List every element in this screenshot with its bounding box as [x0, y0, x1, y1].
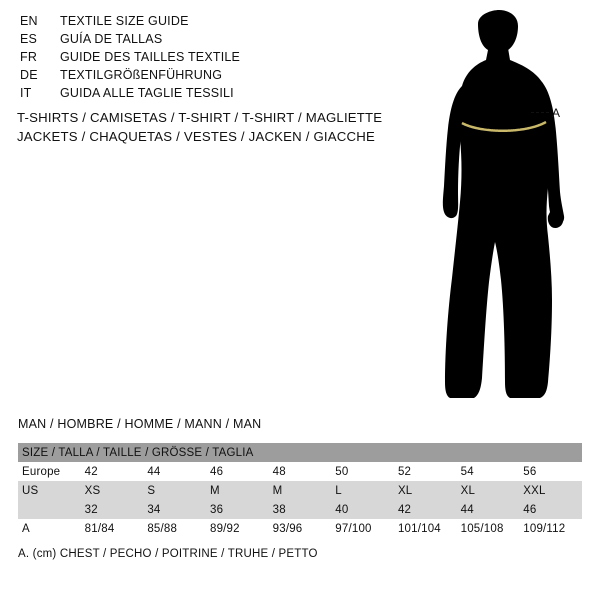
row-label-us-numeric: [18, 500, 81, 519]
language-text-it: GUIDA ALLE TAGLIE TESSILI: [60, 86, 234, 100]
cell-a-5: 97/100: [331, 519, 394, 538]
cell-us-2: S: [143, 481, 206, 500]
table-row: [18, 462, 582, 481]
cell-us-7: XL: [457, 481, 520, 500]
cell-us-4: M: [269, 481, 332, 500]
language-code-de: DE: [20, 68, 38, 82]
cell-a-1: 81/84: [81, 519, 144, 538]
language-row-en: [20, 14, 380, 32]
table-footnote: A. (cm) CHEST / PECHO / POITRINE / TRUHE / PETTO: [18, 548, 318, 560]
language-code-it: IT: [20, 86, 32, 100]
language-text-de: TEXTILGRÖßENFÜHRUNG: [60, 68, 223, 82]
cell-us-6: XL: [394, 481, 457, 500]
language-row-it: [20, 86, 380, 104]
garment-line-jackets: JACKETS / CHAQUETAS / VESTES / JACKEN / GIACCHE: [17, 129, 375, 144]
garment-line-tshirts: T-SHIRTS / CAMISETAS / T-SHIRT / T-SHIRT / MAGLIETTE: [17, 110, 383, 125]
language-code-en: EN: [20, 14, 38, 28]
cell-a-7: 105/108: [457, 519, 520, 538]
cell-europe-1: 42: [81, 462, 144, 481]
cell-a-6: 101/104: [394, 519, 457, 538]
silhouette-shape: [443, 10, 564, 398]
cell-usnum-7: 44: [457, 500, 520, 519]
size-table: [18, 443, 582, 538]
language-row-de: [20, 68, 380, 86]
table-header-row: [18, 443, 582, 462]
cell-usnum-3: 36: [206, 500, 269, 519]
measure-label-a: A: [552, 106, 561, 120]
table-row: [18, 519, 582, 538]
cell-usnum-8: 46: [519, 500, 582, 519]
language-row-fr: [20, 50, 380, 68]
cell-usnum-1: 32: [81, 500, 144, 519]
table-row: [18, 481, 582, 500]
measure-leader-dashes: [531, 112, 549, 114]
language-code-es: ES: [20, 32, 38, 46]
cell-us-8: XXL: [519, 481, 582, 500]
cell-europe-4: 48: [269, 462, 332, 481]
cell-europe-6: 52: [394, 462, 457, 481]
table-row: [18, 500, 582, 519]
language-text-en: TEXTILE SIZE GUIDE: [60, 14, 189, 28]
row-label-europe: Europe: [18, 462, 81, 481]
cell-europe-8: 56: [519, 462, 582, 481]
cell-usnum-6: 42: [394, 500, 457, 519]
cell-europe-7: 54: [457, 462, 520, 481]
row-label-us: US: [18, 481, 81, 500]
cell-us-5: L: [331, 481, 394, 500]
cell-usnum-2: 34: [143, 500, 206, 519]
language-text-es: GUÍA DE TALLAS: [60, 32, 163, 46]
male-silhouette-figure: [400, 10, 600, 410]
cell-europe-5: 50: [331, 462, 394, 481]
cell-a-2: 85/88: [143, 519, 206, 538]
language-row-es: [20, 32, 380, 50]
row-label-a: A: [18, 519, 81, 538]
language-title-block: [20, 14, 380, 104]
cell-us-3: M: [206, 481, 269, 500]
garment-type-block: [17, 110, 417, 148]
cell-europe-2: 44: [143, 462, 206, 481]
cell-europe-3: 46: [206, 462, 269, 481]
language-text-fr: GUIDE DES TAILLES TEXTILE: [60, 50, 241, 64]
cell-a-4: 93/96: [269, 519, 332, 538]
table-gender-title: MAN / HOMBRE / HOMME / MANN / MAN: [18, 417, 262, 431]
cell-us-1: XS: [81, 481, 144, 500]
cell-a-3: 89/92: [206, 519, 269, 538]
cell-usnum-5: 40: [331, 500, 394, 519]
table-header-label: SIZE / TALLA / TAILLE / GRÖSSE / TAGLIA: [18, 443, 582, 462]
language-code-fr: FR: [20, 50, 38, 64]
cell-a-8: 109/112: [519, 519, 582, 538]
cell-usnum-4: 38: [269, 500, 332, 519]
